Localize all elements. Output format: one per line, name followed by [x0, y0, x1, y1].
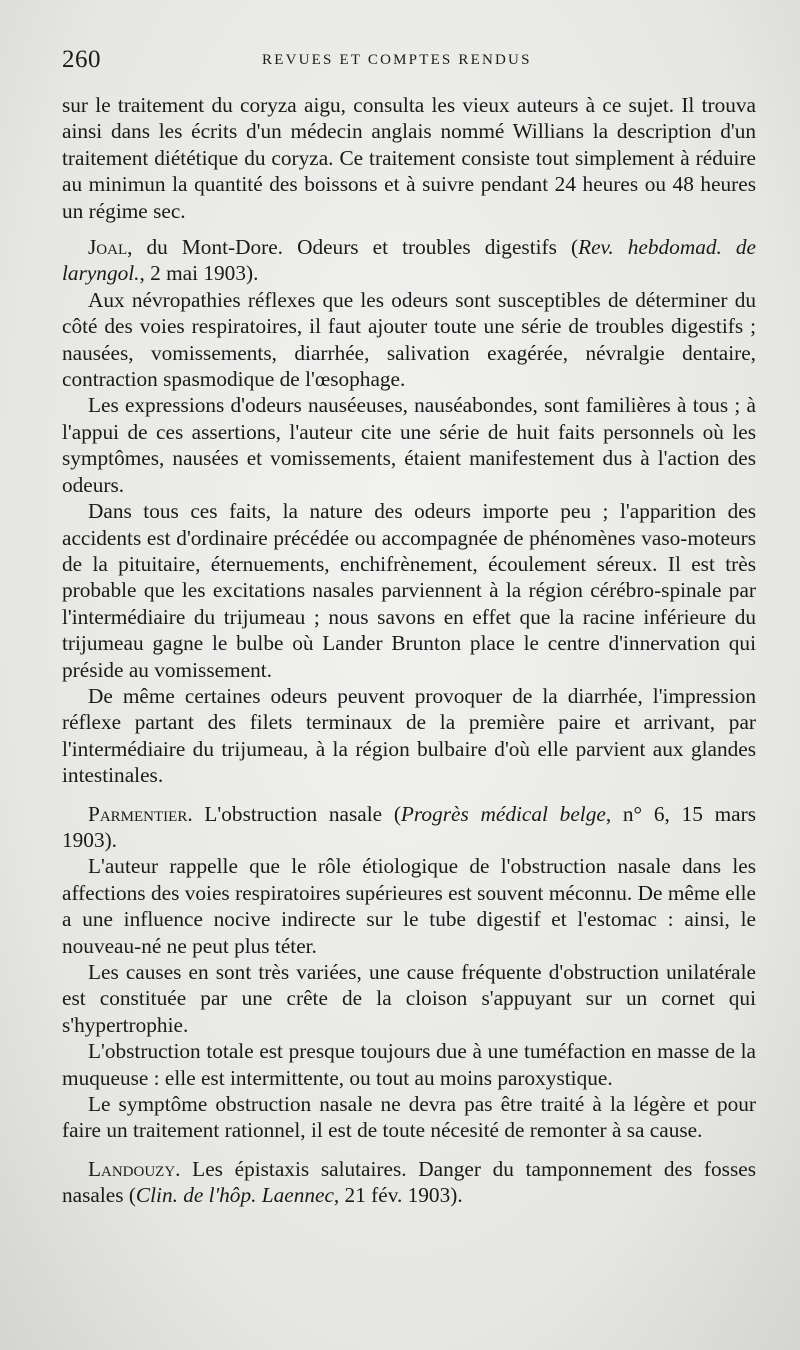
paragraph-intro: sur le traitement du coryza aigu, consulta les vieux auteurs à ce sujet. Il trouva ainsi dans les écrits d'un médecin anglais nommé Willians la description d'un traitement diététique du coryza. Ce traitement consiste tout simplement à réduire au minimun la quantité des boissons et à suivre pendant 24 heures ou 48 heures un régime sec. — [62, 93, 756, 223]
paragraph: L'auteur rappelle que le rôle étiologique de l'obstruction nasale dans les affections des voies respiratoires supérieures est souvent méconnu. De même elle a une influence nocive indirecte sur le tube digestif et l'estomac : ainsi, le nouveau-né ne peut plus téter. — [62, 854, 756, 958]
reference-date: , 21 fév. 1903). — [333, 1183, 463, 1208]
reference-title: . L'obstruction nasale ( — [187, 801, 401, 826]
page-number: 260 — [62, 46, 101, 73]
reference-author: Landouzy — [88, 1156, 176, 1181]
section-gap — [62, 789, 756, 801]
paragraph: L'obstruction totale est presque toujours due à une tuméfaction en masse de la muqueuse : elle est intermittente, ou tout au moins paroxystique. — [62, 1039, 756, 1090]
paragraph: Les causes en sont très variées, une cause fréquente d'obstruction unilatérale est constituée par une crête de la cloison s'appuyant sur un cornet qui s'hypertrophie. — [62, 960, 756, 1037]
running-title: REVUES ET COMPTES RENDUS — [262, 52, 532, 68]
reference-journal: Clin. de l'hôp. Laennec — [135, 1183, 334, 1208]
reference-author: Joal — [88, 235, 128, 260]
reference-title: , du Mont-Dore. Odeurs et troubles digestifs ( — [127, 235, 579, 260]
paragraph: De même certaines odeurs peuvent provoquer de la diarrhée, l'impression réflexe partant des filets terminaux de la première paire et arrivant, par l'intermédiaire du trijumeau, à la région bulbaire d'où elle parvient aux glandes intestinales. — [62, 683, 756, 788]
reference-parmentier — [62, 801, 756, 854]
reference-journal: Rev. hebdomad. de laryngol. — [62, 235, 756, 286]
paragraph: Dans tous ces faits, la nature des odeurs importe peu ; l'apparition des accidents est d'ordinaire précédée ou accompagnée de phénomènes vaso-moteurs de la pituitaire, éternuements, enchifrènement, écoulement séreux. Il est très probable que les excitations nasales parviennent à la région cérébro-spinale par l'intermédiaire du trijumeau ; nous savons en effet que la racine inférieure du trijumeau gagne le bulbe où Lander Brunton place le centre d'innervation qui préside au vomissement. — [62, 499, 756, 682]
reference-author: Parmentier — [88, 801, 188, 826]
reference-landouzy — [62, 1156, 756, 1209]
reference-date: , n° 6, 15 mars 1903). — [62, 801, 756, 852]
page-body — [62, 92, 756, 1209]
reference-date: , 2 mai 1903). — [139, 261, 259, 286]
paragraph: Les expressions d'odeurs nauséeuses, nauséabondes, sont familières à tous ; à l'appui de ces assertions, l'auteur cite une série de huit faits personnels où les symptômes, nausées et vomissements, étaient manifestement dus à l'action des odeurs. — [62, 393, 756, 497]
running-head — [62, 46, 750, 78]
section-gap — [62, 1144, 756, 1156]
reference-title: . Les épistaxis salutaires. Danger du tamponnement des fosses nasales ( — [62, 1156, 756, 1208]
reference-journal: Progrès médical belge — [400, 801, 606, 826]
reference-joal — [62, 234, 756, 287]
paragraph: Le symptôme obstruction nasale ne devra pas être traité à la légère et pour faire un traitement rationnel, il est de toute nécesité de remonter à sa cause. — [62, 1092, 756, 1143]
paragraph: Aux névropathies réflexes que les odeurs sont susceptibles de déterminer du côté des voies respiratoires, il faut ajouter toute une série de troubles digestifs ; nausées, vomissements, diarrhée, salivation exagérée, névralgie dentaire, contraction spasmodique de l'œsophage. — [62, 287, 756, 392]
